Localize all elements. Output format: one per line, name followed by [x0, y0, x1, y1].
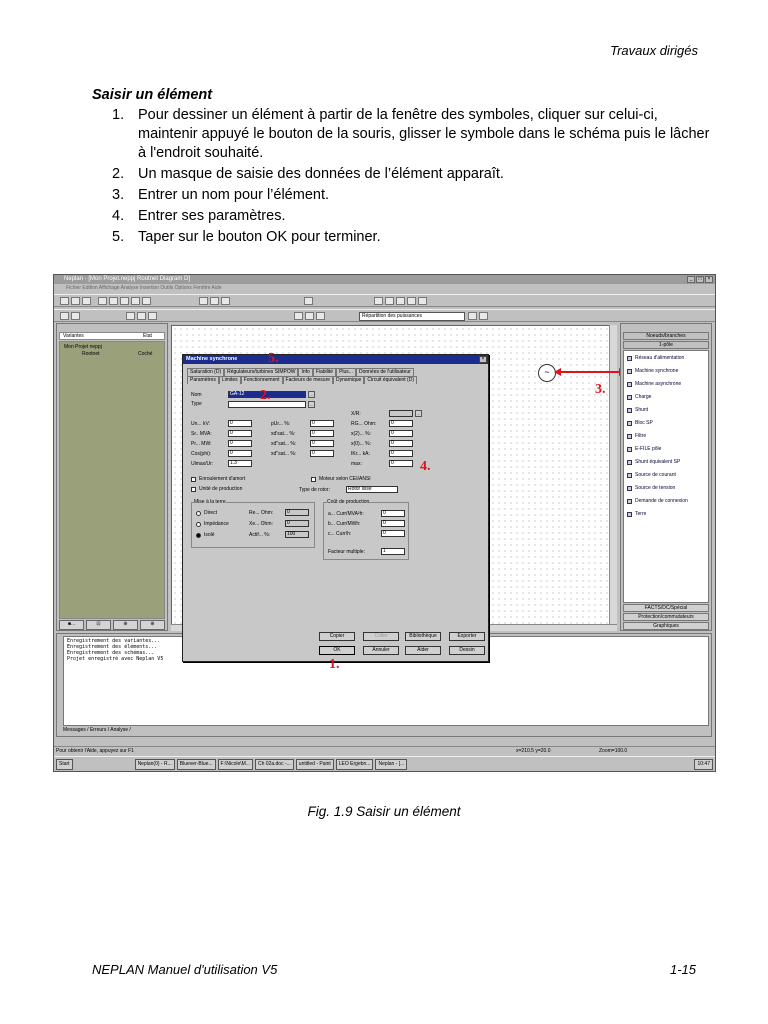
variants-panel: [56, 323, 168, 631]
annotation-2: 2.: [260, 388, 271, 403]
polygon-tool-icon[interactable]: [396, 297, 405, 305]
run-analysis-icon[interactable]: [468, 312, 477, 320]
param-label: Xe... Ohm:: [249, 521, 273, 527]
x0-field[interactable]: 0: [389, 440, 413, 447]
text-tool-icon[interactable]: [418, 297, 427, 305]
rotor-label: Type de rotor:: [299, 487, 330, 493]
select-arrow-icon[interactable]: [199, 297, 208, 305]
ikr-field[interactable]: 0: [389, 450, 413, 457]
status-bar: [54, 746, 715, 755]
symbols-panel: [620, 323, 712, 631]
param-label: Un... kV:: [191, 421, 210, 427]
line-tool-icon[interactable]: [374, 297, 383, 305]
symbol-item[interactable]: Filtre: [627, 433, 646, 439]
paste-button[interactable]: Coller: [363, 632, 399, 641]
toolbar-main: [54, 294, 715, 307]
grounding-title: Mise à la terre: [194, 499, 226, 505]
max-field[interactable]: 0: [389, 460, 413, 467]
param-label: Cos(phi):: [191, 451, 212, 457]
message-line: Enregistrement des variantes...: [67, 638, 161, 644]
param-label: Ulmax/Ur:: [191, 461, 214, 467]
grid-icon[interactable]: [221, 297, 230, 305]
dialog-tabs-row1: [187, 368, 414, 376]
redo-icon[interactable]: [71, 312, 80, 320]
drawing-button[interactable]: Dessin: [449, 646, 485, 655]
copy-icon[interactable]: [109, 297, 118, 305]
message-line: Enregistrement des schémas...: [67, 650, 155, 656]
sr-field[interactable]: 0: [228, 430, 252, 437]
param-label: x(0)... %:: [351, 441, 372, 447]
name-browse-button[interactable]: …: [309, 392, 314, 397]
export-button[interactable]: Exporter: [449, 632, 485, 641]
param-label: Actif... %:: [249, 532, 271, 538]
symbol-icon: [627, 421, 632, 426]
symbol-icon: [627, 382, 632, 387]
annotation-5: 5.: [268, 351, 279, 366]
param-label: Facteur multiple:: [328, 549, 365, 555]
xe-field[interactable]: 0: [285, 520, 309, 527]
param-label: xd''sat... %:: [271, 451, 297, 457]
symbol-icon: [627, 499, 632, 504]
dialog-tab-active[interactable]: Paramètres: [187, 376, 219, 384]
damper-checkbox[interactable]: [191, 477, 196, 482]
minimize-icon[interactable]: _: [687, 276, 695, 283]
window-title: Neplan - [Mon Projet.neppj Rootnet Diagram D]: [54, 275, 715, 284]
variants-col-label: Variantes: [63, 333, 84, 339]
help-icon[interactable]: [142, 297, 151, 305]
symbol-icon: [627, 447, 632, 452]
new-file-icon[interactable]: [60, 297, 69, 305]
copy-button[interactable]: Copier: [319, 632, 355, 641]
node-icon[interactable]: [126, 312, 135, 320]
symbol-icon: [627, 486, 632, 491]
param-label: xd''sat... %:: [271, 441, 297, 447]
cost-b-field[interactable]: 0: [381, 520, 405, 527]
xr-field[interactable]: [389, 410, 413, 417]
dialog-tab[interactable]: Circuit équivalent (D): [364, 376, 417, 384]
status-coords: x=210.5 y=20.0: [516, 748, 551, 754]
cost-a-field[interactable]: 0: [381, 510, 405, 517]
dialog-tab[interactable]: Fiabilité: [313, 368, 336, 376]
panel-tab[interactable]: ⊕: [113, 620, 138, 630]
element-icon[interactable]: [148, 312, 157, 320]
symbols-panel-subtitle[interactable]: 1-pôle: [623, 341, 709, 349]
chart-icon[interactable]: [305, 312, 314, 320]
dialog-tab[interactable]: Plus...: [336, 368, 356, 376]
symbol-icon: [627, 408, 632, 413]
results-icon[interactable]: [479, 312, 488, 320]
symbol-item[interactable]: Shunt équivalent SP: [627, 459, 680, 465]
pr-field[interactable]: 0: [228, 440, 252, 447]
param-label: IKr... kA:: [351, 451, 370, 457]
param-label: a... Curr/MVA²h:: [328, 511, 364, 517]
cosphi-field[interactable]: 0: [228, 450, 252, 457]
param-label: Re... Ohm:: [249, 510, 274, 516]
pur-field[interactable]: 0: [310, 420, 334, 427]
machine-dialog: [182, 354, 489, 662]
dialog-title: Machine synchrone: [183, 355, 488, 364]
multiplier-field[interactable]: 1: [381, 548, 405, 555]
task-item[interactable]: untitled - Paint: [296, 759, 334, 770]
running-header: Travaux dirigés: [610, 43, 698, 58]
panel-tab[interactable]: ⊕: [140, 620, 165, 630]
binoculars-icon[interactable]: [304, 297, 313, 305]
dialog-tab[interactable]: Saturation (D): [187, 368, 224, 376]
task-item[interactable]: LEO Ergebn...: [336, 759, 374, 770]
maximize-icon[interactable]: □: [696, 276, 704, 283]
radio-label: Impédance: [204, 521, 229, 527]
task-item[interactable]: Neplan(0) - R...: [135, 759, 175, 770]
footer-title: NEPLAN Manuel d'utilisation V5: [92, 962, 278, 977]
symbol-item[interactable]: Shunt: [627, 407, 648, 413]
table-icon[interactable]: [294, 312, 303, 320]
symbol-item[interactable]: Source de tension: [627, 485, 675, 491]
step-item: 4. Entrer ses paramètres.: [112, 208, 286, 224]
step-item: 2. Un masque de saisie des données de l’élément apparaît.: [112, 166, 504, 182]
dialog-tab[interactable]: Limites: [219, 376, 241, 384]
un-field[interactable]: 0: [228, 420, 252, 427]
zoom-icon[interactable]: [210, 297, 219, 305]
panel-tab[interactable]: ⊡: [86, 620, 111, 630]
name-field[interactable]: GA-12: [228, 391, 306, 398]
state-col-label: Etat: [143, 333, 152, 339]
symbols-tab[interactable]: Graphiques: [623, 622, 709, 630]
param-label: x(2)... %:: [351, 431, 372, 437]
help-button[interactable]: Aider: [405, 646, 441, 655]
name-label: Nom: [191, 392, 202, 398]
symbol-item[interactable]: Source de courant: [627, 472, 676, 478]
symbol-icon: [627, 473, 632, 478]
checkbox-label: Enroulement d'amort: [199, 476, 246, 482]
messages-tabs[interactable]: Messages / Erreurs / Analyse /: [63, 727, 131, 733]
annotation-1: 1.: [329, 657, 340, 672]
symbol-icon: [627, 395, 632, 400]
step-item: 5. Taper sur le bouton OK pour terminer.: [112, 229, 381, 245]
tree-item-state: Coché: [138, 351, 153, 357]
param-label: c... Curr/h:: [328, 531, 352, 537]
cost-title: Coût de production: [327, 499, 370, 505]
variants-header: [59, 332, 165, 340]
ok-button[interactable]: OK: [319, 646, 355, 655]
production-unit-checkbox[interactable]: [191, 487, 196, 492]
variants-tree[interactable]: [59, 341, 165, 619]
status-help: Pour obtenir l'Aide, appuyez sur F1: [56, 748, 134, 754]
re-field[interactable]: 0: [285, 509, 309, 516]
task-item[interactable]: F:\Nicole\M...: [218, 759, 253, 770]
symbol-icon: [627, 356, 632, 361]
rect-tool-icon[interactable]: [385, 297, 394, 305]
param-label: pUr... %:: [271, 421, 291, 427]
analysis-select[interactable]: Répartition des puissances: [359, 312, 465, 321]
close-icon[interactable]: ×: [705, 276, 713, 283]
close-icon[interactable]: ×: [479, 356, 487, 363]
library-button[interactable]: Bibliothèque: [405, 632, 441, 641]
tray-clock: 10:47: [694, 759, 713, 770]
param-label: xd'sat... %:: [271, 431, 296, 437]
menu-bar[interactable]: Fichier Edition Affichage Analyse Insertion Outils Options Fenêtre Aide: [66, 285, 222, 291]
open-folder-icon[interactable]: [71, 297, 80, 305]
undo-icon[interactable]: [60, 312, 69, 320]
tree-item-rootnet[interactable]: Rootnet: [82, 351, 100, 357]
dialog-tab[interactable]: Données de l'utilisateur: [356, 368, 414, 376]
figure-caption: Fig. 1.9 Saisir un élément: [307, 804, 461, 819]
dialog-tab[interactable]: Régulateurs/turbines SIMPOW: [224, 368, 298, 376]
symbols-list: [623, 350, 709, 603]
symbol-item[interactable]: Demande de connexion: [627, 498, 688, 504]
generator-symbol[interactable]: ~: [538, 364, 556, 382]
dialog-tabs-row2: [187, 376, 417, 384]
dialog-tab[interactable]: Info: [298, 368, 312, 376]
symbol-item[interactable]: Terre: [627, 511, 646, 517]
task-item[interactable]: Ch 02a.doc -...: [255, 759, 294, 770]
annotation-4: 4.: [420, 459, 431, 474]
cancel-button[interactable]: Annuler: [363, 646, 399, 655]
ulmax-select[interactable]: 1.3: [228, 460, 252, 467]
symbols-tab[interactable]: FACTS/DC/Spécial: [623, 604, 709, 612]
annotation-3: 3.: [595, 382, 606, 397]
task-item[interactable]: Neplan - [...: [375, 759, 407, 770]
cut-icon[interactable]: [98, 297, 107, 305]
step-item: 1. Pour dessiner un élément à partir de la fenêtre des symboles, cliquer sur celui-ci, maintenir appuyé le bouton de la souris, glisser le symbole dans le schéma puis le lâcher à l'endroit souhaité.: [112, 107, 710, 161]
page-number: 1-15: [669, 962, 696, 977]
param-label: X/R:: [351, 411, 361, 417]
cost-c-field[interactable]: 0: [381, 530, 405, 537]
param-label: Pr... MW:: [191, 441, 212, 447]
symbol-item[interactable]: Bloc SP: [627, 420, 653, 426]
checkbox-label: Unité de production: [199, 486, 243, 492]
panel-tab[interactable]: ■...: [59, 620, 84, 630]
symbol-icon: [627, 512, 632, 517]
xr-button[interactable]: …: [416, 411, 421, 416]
paste-icon[interactable]: [120, 297, 129, 305]
x2-field[interactable]: 0: [389, 430, 413, 437]
rotor-select[interactable]: Rotor lisse: [346, 486, 398, 493]
xdsat-field[interactable]: 0: [310, 430, 334, 437]
symbol-item[interactable]: E-FILE pôle: [627, 446, 661, 452]
type-label: Type: [191, 401, 202, 407]
step-item: 3. Entrer un nom pour l’élément.: [112, 187, 330, 203]
radio-isolated[interactable]: [196, 533, 201, 538]
symbol-item[interactable]: Machine synchrone: [627, 368, 678, 374]
status-zoom: Zoom=100.0: [599, 748, 628, 754]
dialog-tab[interactable]: Dynamique: [333, 376, 364, 384]
tree-root[interactable]: Mon Projet neppj: [64, 344, 102, 350]
message-line: Projet enregistré avec Neplan V5: [67, 656, 164, 662]
calc-icon[interactable]: [316, 312, 325, 320]
param-label: b... Curr/MWh:: [328, 521, 361, 527]
task-item[interactable]: Bluever-Blue...: [177, 759, 216, 770]
symbol-item[interactable]: Charge: [627, 394, 651, 400]
motor-iec-checkbox[interactable]: [311, 477, 316, 482]
symbols-tab[interactable]: Protection/commutateurs: [623, 613, 709, 621]
checkbox-label: Moteur selon CEI/ANSI: [319, 476, 371, 482]
section-title: Saisir un élément: [92, 87, 213, 103]
dialog-tab[interactable]: Fonctionnement: [241, 376, 283, 384]
param-label: Sr.. MVA:: [191, 431, 212, 437]
radio-label: Direct: [204, 510, 218, 516]
arrowhead-left: [554, 368, 561, 376]
radio-impedance[interactable]: [196, 522, 201, 527]
symbols-panel-title[interactable]: Noeuds/branches: [623, 332, 709, 340]
branch-icon[interactable]: [137, 312, 146, 320]
window-controls: [687, 276, 713, 283]
active-field[interactable]: 100: [285, 531, 309, 538]
ellipse-tool-icon[interactable]: [407, 297, 416, 305]
xdsat3-field[interactable]: 0: [310, 450, 334, 457]
param-label: RG... Ohm:: [351, 421, 377, 427]
variants-tabs: [59, 620, 165, 630]
neplan-screenshot: [53, 274, 716, 772]
drag-arrow: [555, 371, 629, 373]
symbol-icon: [627, 434, 632, 439]
toolbar-analysis: [54, 309, 715, 322]
radio-direct[interactable]: [196, 511, 201, 516]
start-button[interactable]: Start: [56, 759, 73, 770]
type-browse-button[interactable]: …: [309, 402, 314, 407]
save-icon[interactable]: [82, 297, 91, 305]
radio-label: Isolé: [204, 532, 215, 538]
dialog-tab[interactable]: Facteurs de mesure: [283, 376, 333, 384]
taskbar: [54, 756, 715, 771]
symbol-item[interactable]: Réseau d'alimentation: [627, 355, 684, 361]
print-icon[interactable]: [131, 297, 140, 305]
rg-field[interactable]: 0: [389, 420, 413, 427]
symbol-icon: [627, 369, 632, 374]
steps-list: [112, 106, 712, 249]
symbol-item[interactable]: Machine asynchrone: [627, 381, 681, 387]
symbol-icon: [627, 460, 632, 465]
message-line: Enregistrement des éléments...: [67, 644, 158, 650]
param-label: max:: [351, 461, 362, 467]
xdsat2-field[interactable]: 0: [310, 440, 334, 447]
